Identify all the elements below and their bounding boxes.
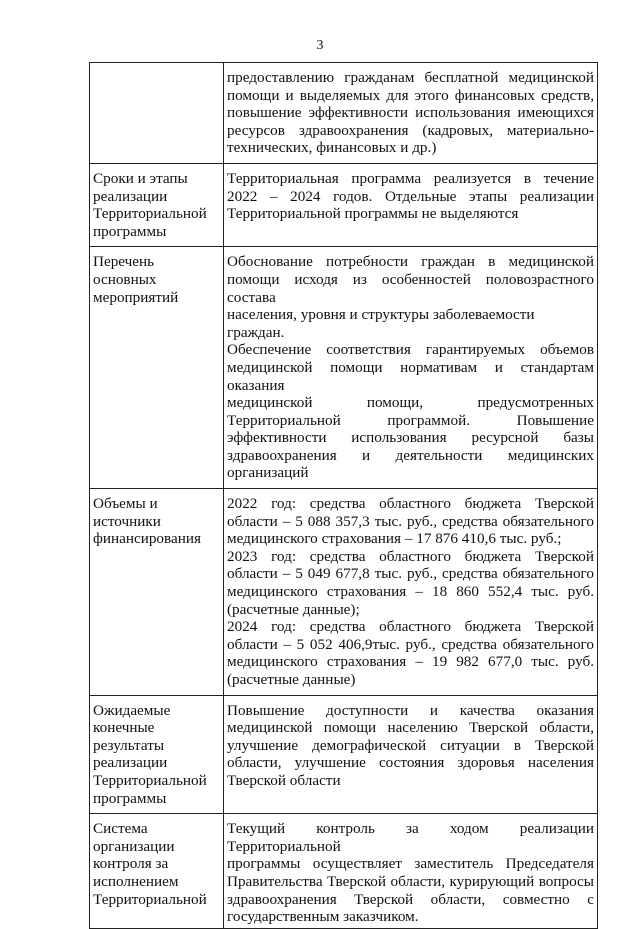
row-content-line: Территориальной программой. Повышение bbox=[227, 411, 594, 429]
row-content-line: области – 5 088 357,3 тыс. руб., средства обязательного bbox=[227, 512, 594, 530]
row-label-cell bbox=[90, 163, 224, 246]
row-label-line: источники bbox=[93, 512, 161, 530]
row-content-line: улучшение демографической ситуации в Тверской bbox=[227, 736, 594, 754]
row-label-cell bbox=[90, 489, 224, 696]
row-label-line: реализации bbox=[93, 187, 168, 205]
row-label-line: Ожидаемые bbox=[93, 701, 171, 719]
row-label-line: реализации bbox=[93, 754, 168, 772]
row-label-line: мероприятий bbox=[93, 288, 179, 306]
page-number: 3 bbox=[316, 38, 324, 53]
row-content-cell bbox=[224, 814, 598, 929]
row-label-line: конечные bbox=[93, 719, 155, 737]
table-body bbox=[90, 63, 598, 929]
row-content-cell bbox=[224, 247, 598, 489]
row-label-line: исполнением bbox=[93, 872, 179, 890]
row-content-line: (расчетные данные); bbox=[227, 600, 360, 618]
row-content-line: 2024 год: средства областного бюджета Тверской bbox=[227, 618, 594, 636]
row-content-line: 2023 год: средства областного бюджета Тверской bbox=[227, 547, 594, 565]
row-content-line: медицинской помощи населению Тверской области, bbox=[227, 719, 594, 737]
row-label-line: основных bbox=[93, 270, 157, 288]
row-label-line: программы bbox=[93, 789, 167, 807]
table-row bbox=[90, 63, 598, 164]
row-content-line: здравоохранения Тверской области, совместно с bbox=[227, 890, 594, 908]
row-label-line: Территориальной bbox=[93, 205, 207, 223]
row-content-line: предоставлению гражданам бесплатной медицинской bbox=[227, 69, 594, 86]
row-content-line: Территориальной программы не выделяются bbox=[227, 205, 519, 223]
row-label-line: Перечень bbox=[93, 253, 155, 271]
row-label-line: Объемы и bbox=[93, 495, 158, 513]
row-content-line: Обоснование потребности граждан в медицинской bbox=[227, 253, 594, 271]
row-content-line: технических, финансовых и др.) bbox=[227, 139, 437, 157]
row-content-line: помощи и выделяемых для этого финансовых средств, bbox=[227, 86, 594, 104]
row-content-line: Повышение доступности и качества оказания bbox=[227, 701, 594, 719]
row-content-line: ресурсов здравоохранения (кадровых, материально- bbox=[227, 121, 594, 139]
row-content-line: повышение эффективности использования имеющихся bbox=[227, 104, 594, 122]
row-label-cell bbox=[90, 247, 224, 489]
table-row bbox=[90, 163, 598, 246]
row-label-line: результаты bbox=[93, 736, 165, 754]
row-label-line: программы bbox=[93, 222, 167, 240]
program-passport-table bbox=[89, 62, 598, 929]
row-content-line: медицинского страхования – 19 982 677,0 тыс. руб. bbox=[227, 653, 594, 671]
row-label-line: Система bbox=[93, 820, 148, 838]
row-label-cell bbox=[90, 695, 224, 814]
row-label-line: Территориальной bbox=[93, 771, 207, 789]
row-content-line: медицинского страхования – 18 860 552,4 тыс. руб. bbox=[227, 583, 594, 601]
row-content-line: Правительства Тверской области, курирующий вопросы bbox=[227, 872, 594, 890]
row-content-line: помощи исходя из особенностей половозрастного состава bbox=[227, 270, 594, 306]
row-content-line: населения, уровня и структуры заболеваемости граждан. bbox=[227, 306, 535, 341]
row-content-cell bbox=[224, 63, 598, 164]
row-content-line: государственным заказчиком. bbox=[227, 908, 419, 926]
row-content-line: Обеспечение соответствия гарантируемых объемов bbox=[227, 341, 594, 359]
row-content-line: программы осуществляет заместитель Председателя bbox=[227, 855, 594, 873]
row-content-line: Тверской области bbox=[227, 771, 341, 789]
row-content-line: Территориальная программа реализуется в течение bbox=[227, 169, 594, 187]
row-content-line: медицинской помощи нормативам и стандартам оказания bbox=[227, 358, 594, 394]
row-label-cell bbox=[90, 63, 224, 164]
row-label-line: контроля за bbox=[93, 855, 169, 873]
row-content-line: области – 5 049 677,8 тыс. руб., средства обязательного bbox=[227, 565, 594, 583]
row-content-cell bbox=[224, 163, 598, 246]
table-row bbox=[90, 489, 598, 696]
row-label-cell bbox=[90, 814, 224, 929]
row-content-line: области – 5 052 406,9тыс. руб., средства обязательного bbox=[227, 635, 594, 653]
row-content-line: эффективности использования ресурсной базы bbox=[227, 429, 594, 447]
row-content-line: 2022 год: средства областного бюджета Тверской bbox=[227, 495, 594, 513]
row-label-line: финансирования bbox=[93, 530, 201, 548]
table-row bbox=[90, 247, 598, 489]
row-content-line: здравоохранения и деятельности медицинских bbox=[227, 446, 594, 464]
row-content-line: области, улучшение состояния здоровья населения bbox=[227, 754, 594, 772]
row-label-line: Территориальной bbox=[93, 890, 207, 908]
row-content-line: Текущий контроль за ходом реализации Территориальной bbox=[227, 820, 594, 855]
table-row bbox=[90, 814, 598, 929]
row-content-line: медицинской помощи, предусмотренных bbox=[227, 394, 594, 412]
row-label-line: Сроки и этапы bbox=[93, 169, 188, 187]
row-content-line: 2022 – 2024 годов. Отдельные этапы реализации bbox=[227, 187, 594, 205]
row-content-line: организаций bbox=[227, 464, 309, 482]
row-content-line: медицинского страхования – 17 876 410,6 тыс. руб.; bbox=[227, 530, 562, 548]
row-content-cell bbox=[224, 489, 598, 696]
table-row bbox=[90, 695, 598, 814]
row-label-line: организации bbox=[93, 837, 175, 855]
row-content-cell bbox=[224, 695, 598, 814]
row-content-line: (расчетные данные) bbox=[227, 671, 356, 688]
